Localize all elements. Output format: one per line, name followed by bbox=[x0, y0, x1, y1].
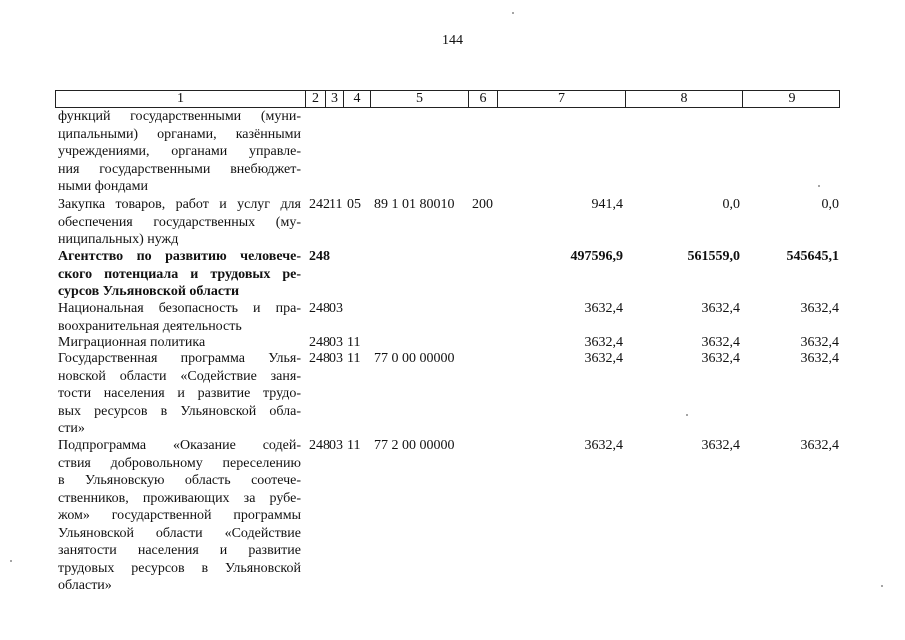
header-col-7: 7 bbox=[497, 91, 625, 107]
cell-c4: 11 bbox=[347, 438, 361, 453]
cell-c5 bbox=[370, 334, 468, 352]
scan-speck bbox=[10, 560, 12, 562]
description-line: ствия добровольному переселению bbox=[58, 455, 301, 471]
description-line: занятости населения и развитие bbox=[58, 543, 301, 558]
scan-speck bbox=[881, 585, 883, 587]
row-description bbox=[58, 300, 305, 335]
header-col-5: 5 bbox=[370, 91, 468, 107]
cell-c5: 89 1 01 80010 bbox=[374, 197, 455, 212]
cell-c8 bbox=[625, 108, 742, 196]
cell-c8: 0,0 bbox=[722, 197, 740, 212]
scan-speck bbox=[512, 12, 514, 14]
description-line: трудовых ресурсов в Ульяновской bbox=[58, 560, 301, 576]
cell-c6 bbox=[468, 108, 497, 196]
description-line: в Ульяновскую область соотече- bbox=[58, 473, 301, 488]
cell-c9: 3632,4 bbox=[800, 438, 839, 453]
cell-c7: 3632,4 bbox=[584, 335, 623, 350]
cell-c9: 0,0 bbox=[821, 197, 839, 212]
description-line: Национальная безопасность и пра- bbox=[58, 301, 301, 316]
cell-c6: 200 bbox=[472, 197, 493, 212]
description-line: тости населения и развитие трудо- bbox=[58, 386, 301, 401]
header-col-1: 1 bbox=[177, 91, 184, 106]
description-line: Подпрограмма «Оказание содей- bbox=[58, 438, 301, 453]
cell-c4 bbox=[343, 108, 370, 196]
cell-c9: 3632,4 bbox=[800, 301, 839, 316]
cell-c8: 3632,4 bbox=[701, 351, 740, 366]
cell-c6 bbox=[468, 300, 497, 335]
cell-c3: 03 bbox=[329, 301, 343, 316]
table-row bbox=[58, 350, 848, 438]
cell-c4 bbox=[343, 248, 370, 301]
cell-c3: 03 bbox=[329, 438, 343, 453]
table-row bbox=[58, 248, 848, 301]
row-description bbox=[58, 108, 305, 196]
cell-c5 bbox=[370, 300, 468, 335]
description-line: сурсов Ульяновской области bbox=[58, 284, 240, 299]
description-line: Ульяновской области «Содействие bbox=[58, 525, 301, 541]
cell-c2 bbox=[305, 108, 325, 196]
row-description bbox=[58, 437, 305, 595]
description-line: учреждениями, органами управле- bbox=[58, 144, 301, 159]
cell-c8: 561559,0 bbox=[687, 249, 740, 264]
cell-c5: 77 2 00 00000 bbox=[374, 438, 455, 453]
description-line: вых ресурсов в Ульяновской обла- bbox=[58, 403, 301, 419]
cell-c5 bbox=[370, 108, 468, 196]
cell-c9: 3632,4 bbox=[800, 351, 839, 366]
scan-speck bbox=[818, 185, 820, 187]
cell-c3: 03 bbox=[329, 351, 343, 366]
row-description bbox=[58, 334, 305, 352]
description-line: Миграционная политика bbox=[58, 335, 206, 350]
description-line: жом» государственной программы bbox=[58, 508, 301, 523]
description-line: воохранительная деятельность bbox=[58, 318, 242, 334]
header-col-8: 8 bbox=[625, 91, 742, 107]
cell-c3 bbox=[325, 108, 343, 196]
cell-c8: 3632,4 bbox=[701, 438, 740, 453]
row-description bbox=[58, 196, 305, 249]
description-line: ственников, проживающих за рубе- bbox=[58, 490, 301, 506]
cell-c3: 03 bbox=[329, 335, 343, 350]
description-line: Государственная программа Улья- bbox=[58, 351, 301, 366]
cell-c4: 11 bbox=[347, 335, 361, 350]
cell-c8: 3632,4 bbox=[701, 335, 740, 350]
header-col-9: 9 bbox=[742, 91, 841, 107]
description-line: Закупка товаров, работ и услуг для bbox=[58, 197, 301, 212]
cell-c6 bbox=[468, 437, 497, 595]
description-line: функций государственными (муни- bbox=[58, 109, 301, 124]
description-line: ния государственными внебюджет- bbox=[58, 161, 301, 177]
cell-c4 bbox=[343, 300, 370, 335]
description-line: области» bbox=[58, 578, 112, 593]
header-col-6: 6 bbox=[468, 91, 497, 107]
description-line: обеспечения государственных (му- bbox=[58, 214, 301, 230]
cell-c3: 11 bbox=[329, 197, 343, 212]
header-col-3: 3 bbox=[325, 91, 343, 107]
cell-c7: 497596,9 bbox=[570, 249, 623, 264]
table-row bbox=[58, 334, 848, 352]
cell-c4: 11 bbox=[347, 351, 361, 366]
row-description bbox=[58, 248, 305, 301]
page-number: 144 bbox=[442, 33, 463, 48]
cell-c7: 3632,4 bbox=[584, 351, 623, 366]
cell-c2: 248 bbox=[309, 301, 330, 316]
table-row bbox=[58, 196, 848, 249]
cell-c7: 3632,4 bbox=[584, 301, 623, 316]
cell-c2: 248 bbox=[309, 351, 330, 366]
cell-c2: 242 bbox=[309, 197, 330, 212]
description-line: Агентство по развитию человече- bbox=[58, 249, 301, 264]
description-line: ципальными) органами, казёнными bbox=[58, 126, 301, 142]
cell-c6 bbox=[468, 248, 497, 301]
cell-c9 bbox=[742, 108, 841, 196]
table-row bbox=[58, 108, 848, 196]
cell-c5: 77 0 00 00000 bbox=[374, 351, 455, 366]
row-description bbox=[58, 350, 305, 438]
header-col-4: 4 bbox=[343, 91, 370, 107]
cell-c2: 248 bbox=[309, 249, 330, 264]
cell-c7 bbox=[497, 108, 625, 196]
description-line: сти» bbox=[58, 421, 85, 436]
cell-c6 bbox=[468, 334, 497, 352]
cell-c2: 248 bbox=[309, 335, 330, 350]
cell-c3 bbox=[325, 248, 343, 301]
cell-c9: 3632,4 bbox=[800, 335, 839, 350]
cell-c4: 05 bbox=[347, 197, 361, 212]
description-line: новской области «Содействие заня- bbox=[58, 368, 301, 384]
cell-c9: 545645,1 bbox=[786, 249, 839, 264]
scan-speck bbox=[686, 414, 688, 416]
cell-c2: 248 bbox=[309, 438, 330, 453]
cell-c7: 3632,4 bbox=[584, 438, 623, 453]
cell-c5 bbox=[370, 248, 468, 301]
description-line: ными фондами bbox=[58, 179, 149, 194]
header-col-2: 2 bbox=[305, 91, 325, 107]
cell-c8: 3632,4 bbox=[701, 301, 740, 316]
description-line: ниципальных) нужд bbox=[58, 232, 179, 247]
table-header bbox=[55, 90, 840, 108]
cell-c6 bbox=[468, 350, 497, 438]
table-row bbox=[58, 300, 848, 335]
table-row bbox=[58, 437, 848, 595]
cell-c7: 941,4 bbox=[591, 197, 623, 212]
description-line: ского потенциала и трудовых ре- bbox=[58, 266, 301, 282]
